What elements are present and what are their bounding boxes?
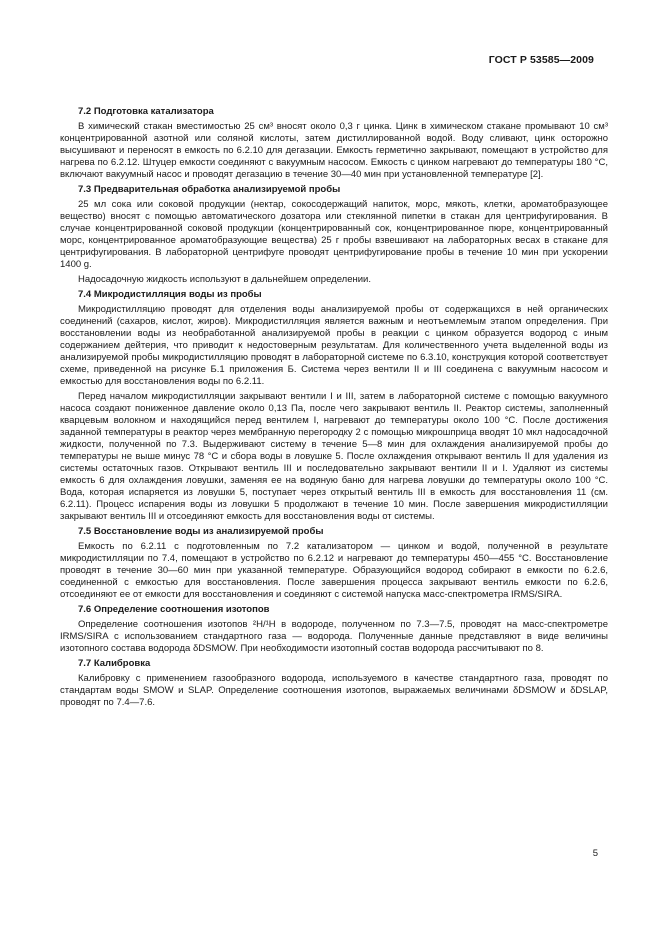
section-7-7 xyxy=(60,658,608,709)
page-number: 5 xyxy=(592,848,598,859)
section-title: 7.4 Микродистилляция воды из пробы xyxy=(78,289,262,300)
section-title: 7.6 Определение соотношения изотопов xyxy=(78,604,270,615)
section-title: 7.5 Восстановление воды из анализируемой пробы xyxy=(78,526,324,537)
paragraph: Микродистилляцию проводят для отделения воды анализируемой пробы от содержащихся в ней органических соединений (сахаров, кислот, жиров). Микродистилляция является важным и неотъемлемым этапом определения. При восстановлении воды из необработанной анализируемой пробы в реакции с цинком образуется водород с иным содержанием дейтерия, что приводит к недостоверным результатам. Для количественного учета выделенной воды из анализируемой пробы микродистилляцию проводят в лабораторной системе по 6.3.10, конструкция которой соответствует схеме, приведенной на рисунке Б.1 приложения Б. Система через вентили II и III соединена с вакуумным насосом и емкостью для восстановления воды по 6.2.11. xyxy=(60,304,608,387)
paragraph: Надосадочную жидкость используют в дальнейшем определении. xyxy=(78,274,371,285)
paragraph: В химический стакан вместимостью 25 см³ вносят около 0,3 г цинка. Цинк в химическом стакане промывают 10 см³ концентрированной азотной или соляной кислоты, затем дистиллированной водой. Воду сливают, цинк осторожно высушивают и переносят в емкость по 6.2.10 для дегазации. Емкость герметично закрывают, помещают в устройство для нагрева по 6.2.12. Штуцер емкости соединяют с вакуумным насосом. Емкость с цинком нагревают до температуры 180 °С, включают вакуумный насос и проводят дегазацию в течение 30—40 мин при установленной температуре [2]. xyxy=(60,121,608,180)
paragraph: Калибровку с применением газообразного водорода, используемого в качестве стандартного газа, проводят по стандартам воды SMOW и SLAP. Определение соотношения изотопов, выражаемых величинами δDSMOW и δDSLAP, проводят по 7.4—7.6. xyxy=(60,673,608,708)
section-7-6 xyxy=(60,604,608,655)
section-7-5 xyxy=(60,526,608,601)
section-title: 7.7 Калибровка xyxy=(78,658,151,669)
paragraph: Определение соотношения изотопов ²H/¹H в водороде, полученном по 7.3—7.5, проводят на масс-спектрометре IRMS/SIRA с использованием стандартного газа — водорода. Полученные данные представляют в виде величины изотопного состава водорода δDSMOW. При необходимости изотопный состав водорода рассчитывают по 8. xyxy=(60,619,608,654)
section-title: 7.3 Предварительная обработка анализируемой пробы xyxy=(78,184,341,195)
section-7-2 xyxy=(60,106,608,181)
section-7-4 xyxy=(60,289,608,523)
section-title: 7.2 Подготовка катализатора xyxy=(78,106,214,117)
section-7-3 xyxy=(60,184,608,286)
document-body xyxy=(60,104,608,712)
paragraph: Перед началом микродистилляции закрывают вентили I и III, затем в лабораторной системе с помощью вакуумного насоса создают пониженное давление около 0,13 Па, после чего закрывают вентиль II. Реактор системы, заполненный кварцевым волокном и находящийся перед вентилем I, нагревают до температуры около 100 °С. После достижения заданной температуры в реактор через мембранную перегородку 2 с помощью микрошприца вводят 10 мкл надосадочной жидкости, полученной по 7.3. Выдерживают систему в течение 5—8 мин для охлаждения анализируемой пробы до температуры не выше минус 78 °С и сбора воды в ловушке 5. После охлаждения открывают вентиль II для удаления из системы остаточных газов. Открывают вентиль III и последовательно закрывают вентили II и I. Удаляют из системы емкость 6 для охлаждения ловушки, заменяя ее на водяную баню для нагрева ловушки до температуры около 100 °С. Вода, которая испаряется из ловушки 5, поступает через открытый вентиль III в емкость для восстановления 11 (см. 6.2.11). Процесс испарения воды из ловушки 5 продолжают в течение 10 мин. После завершения микродистилляции закрывают вентиль III и отсоединяют емкость для восстановления воды от системы. xyxy=(60,391,608,522)
paragraph: 25 мл сока или соковой продукции (нектар, сокосодержащий напиток, морс, мякоть, клетки, ароматобразующее вещество) вносят с помощью автоматического дозатора или стеклянной пипетки в стакан для центрифугирования. В случае концентрированной соковой продукции (концентрированный сок, концентрированное пюре, концентрированный морс, концентрированное ароматобразующие вещества) 25 г пробы взвешивают на лабораторных весах в стакане для центрифугирования. В лабораторной центрифуге проводят центрифугирование пробы в течение 10 мин при ускорении 1400 g. xyxy=(60,199,608,270)
document-standard-header: ГОСТ Р 53585—2009 xyxy=(488,54,594,66)
paragraph: Емкость по 6.2.11 с подготовленным по 7.2 катализатором — цинком и водой, полученной в результате микродистилляции по 7.4, помещают в устройство по 6.2.12 и нагревают до температуры 450—455 °С. Восстановление проводят в течение 30—60 мин при указанной температуре. Образующийся водород собирают в емкости по 6.2.6, соединенной с емкостью для восстановления. После завершения процесса закрывают вентиль емкости по 6.2.6, отсоединяют ее от емкости для восстановления и соединяют с системой напуска масс-спектрометра IRMS/SIRA. xyxy=(60,541,608,600)
